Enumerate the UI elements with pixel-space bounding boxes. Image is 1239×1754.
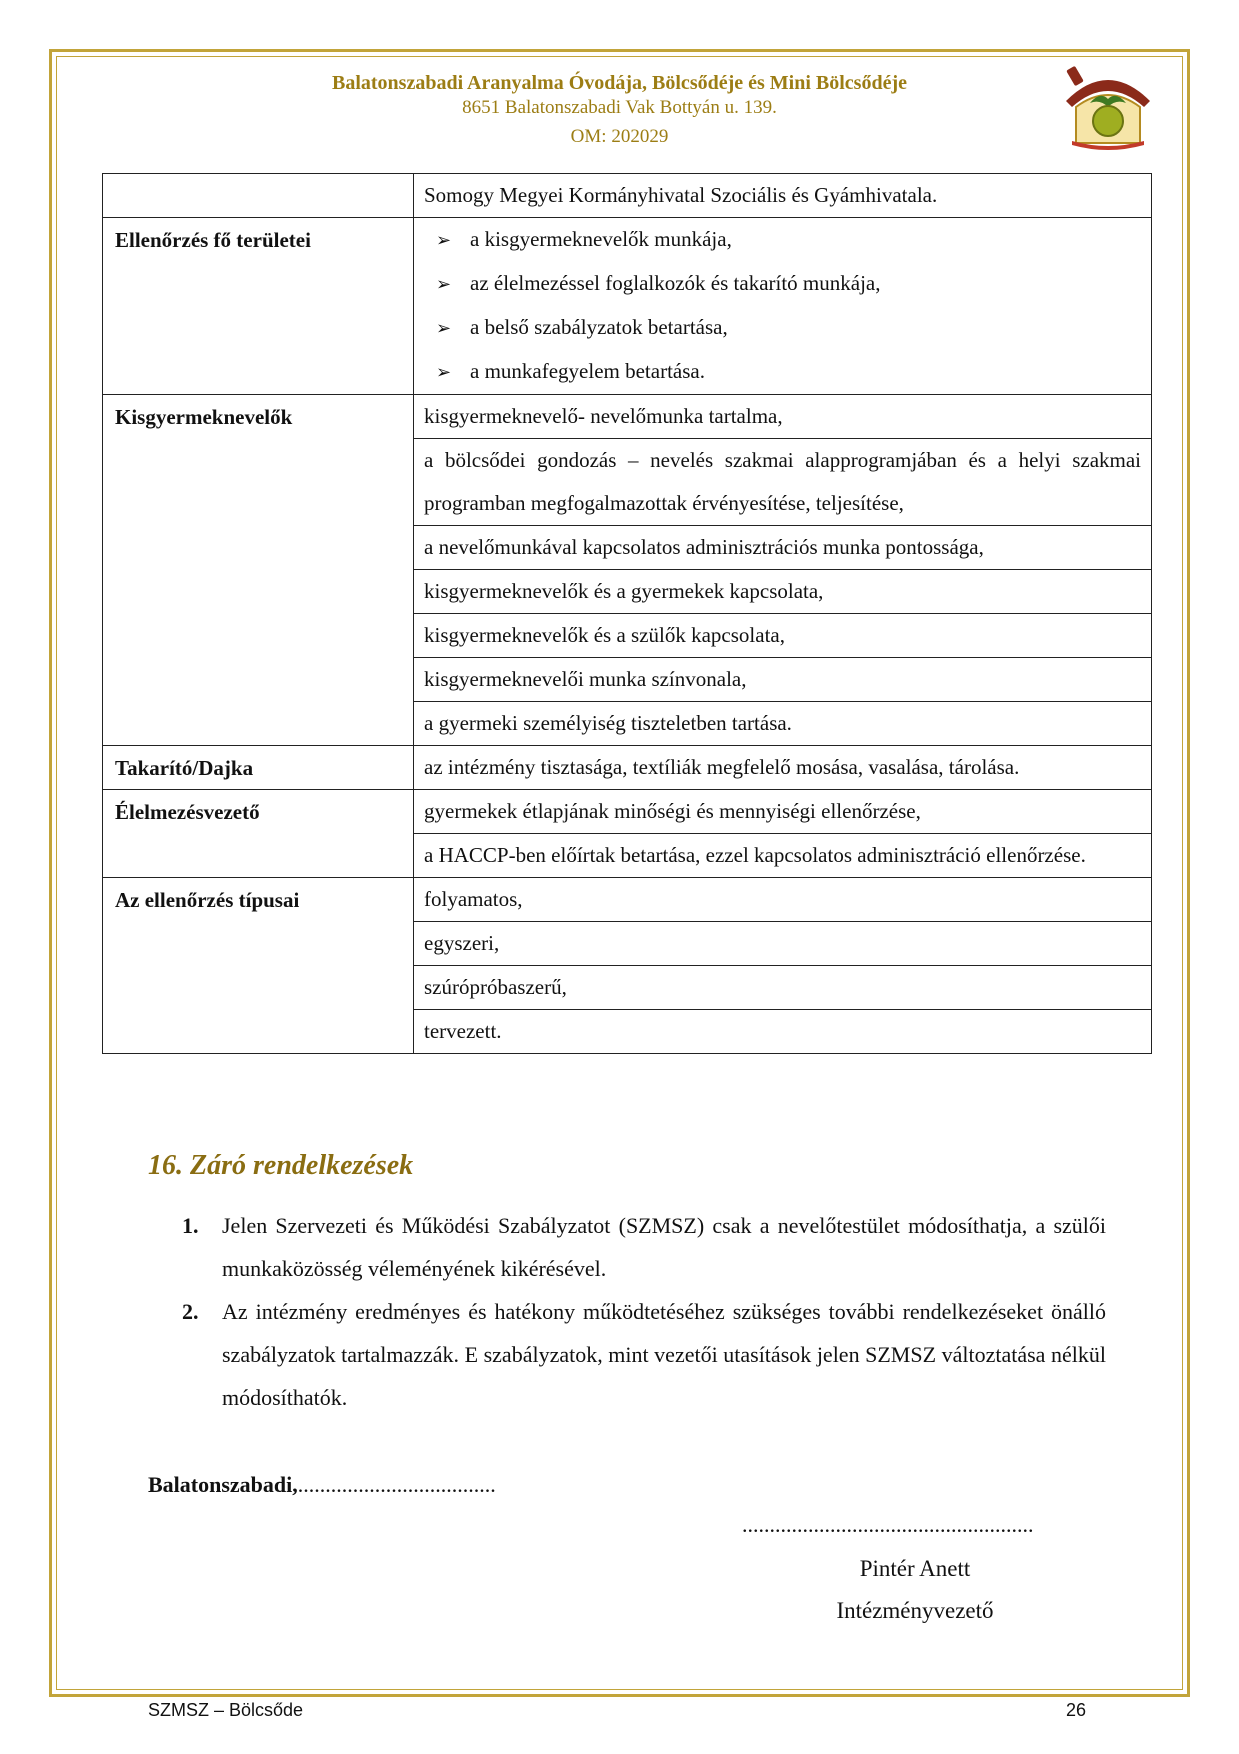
control-table [102, 173, 1152, 1054]
row-label-cleaner: Takarító/Dajka [103, 746, 414, 790]
signing-place: Balatonszabadi,.................................... [148, 1472, 496, 1497]
arrow-bullet-icon: ➢ [436, 318, 452, 339]
section-title: 16. Záró rendelkezések [148, 1150, 414, 1181]
row-label-catering: Élelmezésvezető [103, 790, 414, 878]
table-cell: a gyermeki személyiség tiszteletben tartása. [414, 701, 1151, 745]
list-text: Az intézmény eredményes és hatékony működtetéséhez szükséges további rendelkezéseket önálló szabályzatok tartalmazzák. E szabályzatok, mint vezetői utasítások jelen SZMSZ változtatása nélkül módosíthatók. [222, 1299, 1106, 1410]
table-cell: egyszeri, [414, 921, 1151, 965]
table-cell: a nevelőmunkával kapcsolatos adminisztrációs munka pontossága, [414, 525, 1151, 569]
list-text: Jelen Szervezeti és Működési Szabályzatot (SZMSZ) csak a nevelőtestület módosíthatja, a szülői munkaközösség véleményének kikérésével. [222, 1213, 1106, 1281]
table-row [103, 395, 1152, 746]
list-item [182, 1204, 1106, 1290]
signatory-role: Intézményvezető [836, 1598, 994, 1623]
row-label-areas: Ellenőrzés fő területei [103, 218, 414, 395]
list-item [182, 1290, 1106, 1419]
table-row [103, 746, 1152, 790]
list-item: ➢ a belső szabályzatok betartása, [414, 306, 1151, 350]
page-number: 26 [1066, 1700, 1087, 1720]
date-blank: .................................... [297, 1472, 496, 1497]
table-row [103, 174, 1152, 218]
row-label-nurses: Kisgyermeknevelők [103, 395, 414, 746]
table-cell: az intézmény tisztasága, textíliák megfelelő mosása, vasalása, tárolása. [424, 755, 1020, 779]
arrow-bullet-icon: ➢ [436, 274, 452, 295]
table-row [103, 218, 1152, 395]
list-number: 2. [182, 1299, 199, 1324]
institution-address: 8651 Balatonszabadi Vak Bottyán u. 139. [462, 97, 777, 118]
arrow-bullet-icon: ➢ [436, 230, 452, 251]
list-number: 1. [182, 1213, 199, 1238]
institution-om: OM: 202029 [570, 126, 669, 147]
institution-name: Balatonszabadi Aranyalma Óvodája, Bölcsődéje és Mini Bölcsődéje [332, 72, 907, 94]
signature-line: ..................................................... [742, 1512, 1034, 1537]
table-row [103, 790, 1152, 878]
signatory-name: Pintér Anett [859, 1556, 971, 1581]
list-item: ➢ a munkafegyelem betartása. [414, 350, 1151, 394]
arrow-bullet-icon: ➢ [436, 362, 452, 383]
closing-provisions-list [182, 1204, 1106, 1419]
table-cell: kisgyermeknevelői munka színvonala, [414, 657, 1151, 701]
table-cell: kisgyermeknevelő- nevelőmunka tartalma, [424, 404, 783, 428]
institution-logo [1060, 63, 1156, 153]
authority-text: Somogy Megyei Kormányhivatal Szociális és Gyámhivatala. [424, 183, 938, 207]
table-cell: kisgyermeknevelők és a szülők kapcsolata, [414, 613, 1151, 657]
table-cell: szúrópróbaszerű, [414, 965, 1151, 1009]
table-cell: folyamatos, [424, 887, 523, 911]
list-item: ➢ a kisgyermeknevelők munkája, [414, 218, 1151, 262]
table-cell: a HACCP-ben előírtak betartása, ezzel kapcsolatos adminisztráció ellenőrzése. [414, 833, 1151, 877]
table-cell: a bölcsődei gondozás – nevelés szakmai alapprogramjában és a helyi szakmai programban megfogalmazottak érvényesítése, teljesítése, [414, 438, 1151, 525]
table-row [103, 878, 1152, 1054]
list-item: ➢ az élelmezéssel foglalkozók és takarító munkája, [414, 262, 1151, 306]
table-cell: tervezett. [414, 1009, 1151, 1053]
footer-doc-title: SZMSZ – Bölcsőde [148, 1700, 304, 1720]
table-cell: kisgyermeknevelők és a gyermekek kapcsolata, [414, 569, 1151, 613]
table-cell: gyermekek étlapjának minőségi és mennyiségi ellenőrzése, [424, 799, 921, 823]
row-label-types: Az ellenőrzés típusai [103, 878, 414, 1054]
